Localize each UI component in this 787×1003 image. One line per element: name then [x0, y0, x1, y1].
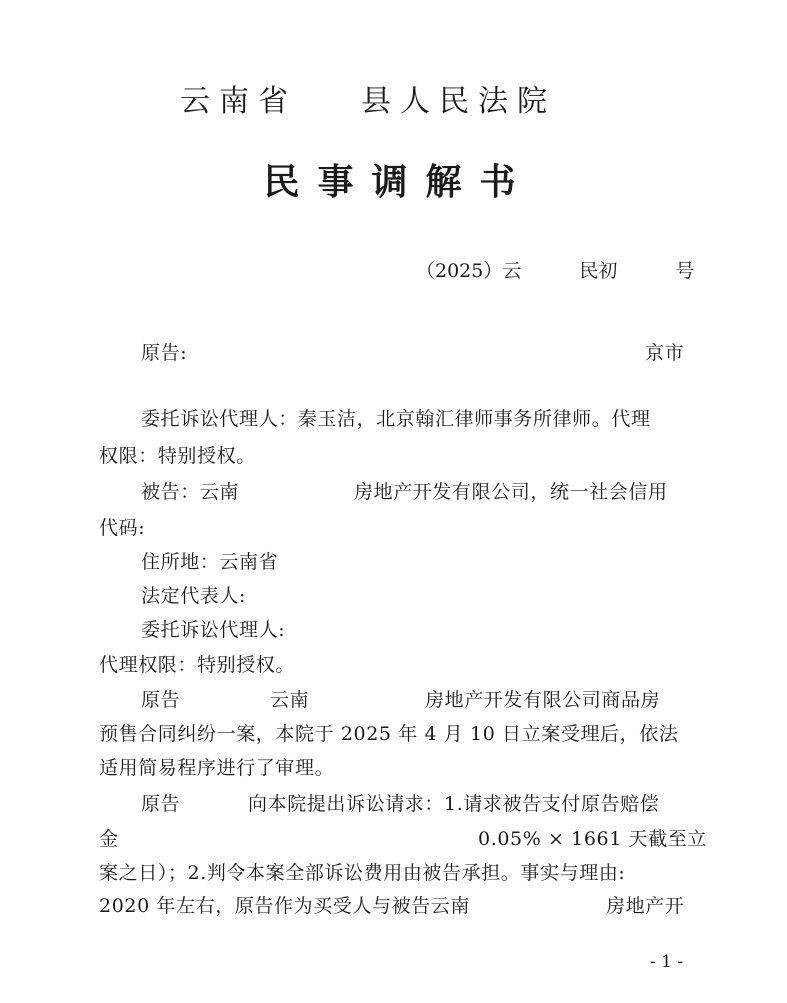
claim-line-c: 金 [99, 828, 119, 850]
plaintiff-label: 原告: [141, 342, 188, 364]
claim-line-e: 案之日）；2.判令本案全部诉讼费用由被告承担。事实与理由: [99, 862, 626, 884]
court-prefix: 云南省 [180, 84, 297, 119]
defendant-line-a: 被告：云南 [141, 481, 240, 503]
case-number-part2: 民初 [579, 260, 618, 282]
agent-line-1: 委托诉讼代理人：秦玉洁，北京翰汇律师事务所律师。代理 [141, 408, 651, 430]
page-number: - 1 - [650, 952, 684, 972]
case-line-c: 房地产开发有限公司商品房 [425, 689, 661, 711]
document-title: 民事调解书 [263, 161, 534, 203]
case-line-d: 预售合同纠纷一案，本院于 2025 年 4 月 10 日立案受理后，依法 [99, 723, 679, 745]
case-number-part1: （2025）云 [416, 260, 522, 282]
claim-line-d: 0.05% × 1661 天截至立 [478, 828, 707, 850]
agent-line-2: 委托诉讼代理人: [141, 619, 286, 641]
case-line-b: 云南 [270, 689, 310, 711]
agent-line-1b: 权限：特别授权。 [99, 445, 256, 467]
court-name [180, 76, 556, 120]
claim-line-f: 2020 年左右，原告作为买受人与被告云南 [99, 895, 470, 917]
plaintiff-address-tail: 京市 [645, 342, 685, 364]
claim-line-g: 房地产开 [606, 895, 685, 917]
case-number [416, 256, 694, 283]
defendant-line-b: 房地产开发有限公司，统一社会信用 [354, 481, 668, 503]
residence-line: 住所地：云南省 [141, 551, 279, 573]
agent-line-2b: 代理权限：特别授权。 [99, 654, 296, 676]
claim-line-a: 原告 [141, 793, 181, 815]
defendant-line-c: 代码: [99, 517, 146, 539]
case-line-a: 原告 [141, 689, 181, 711]
case-line-e: 适用简易程序进行了审理。 [99, 757, 335, 779]
court-suffix: 县人民法院 [361, 84, 556, 119]
claim-line-b: 向本院提出诉讼请求：1.请求被告支付原告赔偿 [248, 793, 660, 815]
legal-rep-line: 法定代表人: [141, 585, 247, 607]
case-number-part3: 号 [675, 260, 695, 282]
